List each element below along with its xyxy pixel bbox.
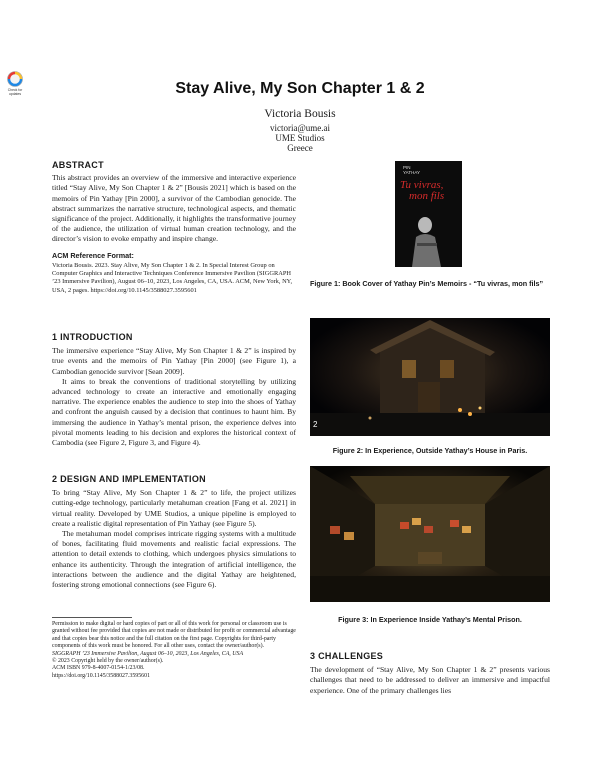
cover-author-first: PIN [403,165,411,170]
abstract-text: This abstract provides an overview of the immersive and interactive experience titled “Stay Alive, My Son Chapter 1 & 2” [Bousis 2021] which is based on the memoirs of Pin Yathay [Pin 2000], a survivor of the Cambodian genocide. The abstract summarizes the narrative structure, technological aspects, and thematic significance of the project. Additionally, it highlights the transformative journey of the audience, the utilization of virtual human creation technology, and the director’s vision to evoke empathy and inspire change. [52,173,296,244]
challenges-section [310,651,550,696]
figure-1-book-cover [395,161,462,267]
design-section [52,474,296,590]
introduction-paragraph-1: The immersive experience “Stay Alive, My Son Chapter 1 & 2” is inspired by true events and the memoirs of Pin Yathay [Pin 2000] (see Figure 1), a Cambodian genocide survivor [Sean 2009]. [52,346,296,376]
permission-notice: Permission to make digital or hard copies of part or all of this work for personal or classroom use is granted without fee provided that copies are not made or distributed for profit or commercial advantage and that copies bear this notice and the full citation on the first page. Copyrights for third-party components of this work must be honored. For all other uses, contact the owner/author(s). [52,621,296,650]
introduction-heading: 1 INTRODUCTION [52,332,133,342]
figure-2-caption: Figure 2: In Experience, Outside Yathay’s House in Paris. [332,446,528,455]
cover-title-line-2: mon fils [409,190,445,202]
figure-1-caption: Figure 1: Book Cover of Yathay Pin’s Memoirs - “Tu vivras, mon fils” [310,279,544,288]
figure-3-caption: Figure 3: In Experience Inside Yathay’s Mental Prison. [338,615,522,624]
doi-link[interactable]: https://doi.org/10.1145/3588027.3595601 [52,672,151,679]
isbn-line: ACM ISBN 979-8-4007-0154-1/23/08. [52,665,145,672]
design-paragraph-2: The metahuman model comprises intricate rigging systems with a multitude of bones, facilitating fluid movements and realistic facial expressions. The attention to detail extends to clothing, which undergoes physics simulations to enhance its authenticity. Through the integration of artificial intelligence, the interactions between the audience and the digital Yathay are heightened, fostering strong emotional connections (see Figure 6). [52,529,296,590]
introduction-section [52,332,296,448]
acm-reference-heading: ACM Reference Format: [52,250,134,260]
figure-3-image [310,466,550,602]
author-name: Victoria Bousis [264,108,336,120]
footnote-divider [52,617,132,618]
introduction-paragraph-2: It aims to break the conventions of traditional storytelling by utilizing advanced technology to create an interactive and emotionally engaging narrative. The experience enables the audience to step into the shoes of Yathay and confront the anguish caused by a decision that continues to haunt him. By immersing the audience in Yathay’s mental prison, the experience delves into pivotal moments leading to his decision and explores the historical context of Cambodia (see Figure 2, Figure 3, and Figure 4). [52,376,296,448]
challenges-heading: 3 CHALLENGES [310,651,384,661]
logo-text: Check for updates [7,88,23,96]
figure-2-image [310,318,550,436]
footnote-block [52,621,296,680]
author-organization: UME Studios [275,133,325,143]
abstract-section [52,160,296,295]
cover-title-line-1: Tu vivras, [400,179,444,191]
design-heading: 2 DESIGN AND IMPLEMENTATION [52,474,206,484]
figure-2-badge: 2 [313,420,318,429]
acm-reference-text: Victoria Bousis. 2023. Stay Alive, My Son Chapter 1 & 2. In Special Interest Group on Computer Graphics and Interactive Techniques Conference Immersive Pavilion (SIGGRAPH ’23 Immersive Pavilion), August 06–10, 2023, Los Angeles, CA, USA. ACM, New York, NY, USA, 2 pages. https://doi.org/10.1145/3588027.3595601 [52,261,293,294]
author-email[interactable]: victoria@ume.ai [269,123,331,133]
cover-photo-figure [395,161,462,267]
design-paragraph-1: To bring “Stay Alive, My Son Chapter 1 & 2” to life, the project utilizes cutting-edge technology, particularly metahuman creation [Fang et al. 2021] in virtual reality. Developed by UME Studios, a unique pipeline is employed to create a realistic digital representation of Pin Yathay (see Figure 5). [52,488,296,528]
paper-title: Stay Alive, My Son Chapter 1 & 2 [175,80,425,97]
author-country: Greece [287,143,313,153]
cover-author-last: YATHAY [403,170,421,175]
copyright-line: © 2023 Copyright held by the owner/author(s). [52,658,164,665]
challenges-text: The development of “Stay Alive, My Son Chapter 1 & 2” presents various challenges that need to be addressed to deliver an immersive and impactful experience. One of the primary challenges lies [310,665,550,695]
abstract-heading: ABSTRACT [52,160,104,170]
venue-line: SIGGRAPH ’23 Immersive Pavilion, August 06–10, 2023, Los Angeles, CA, USA [52,650,244,657]
